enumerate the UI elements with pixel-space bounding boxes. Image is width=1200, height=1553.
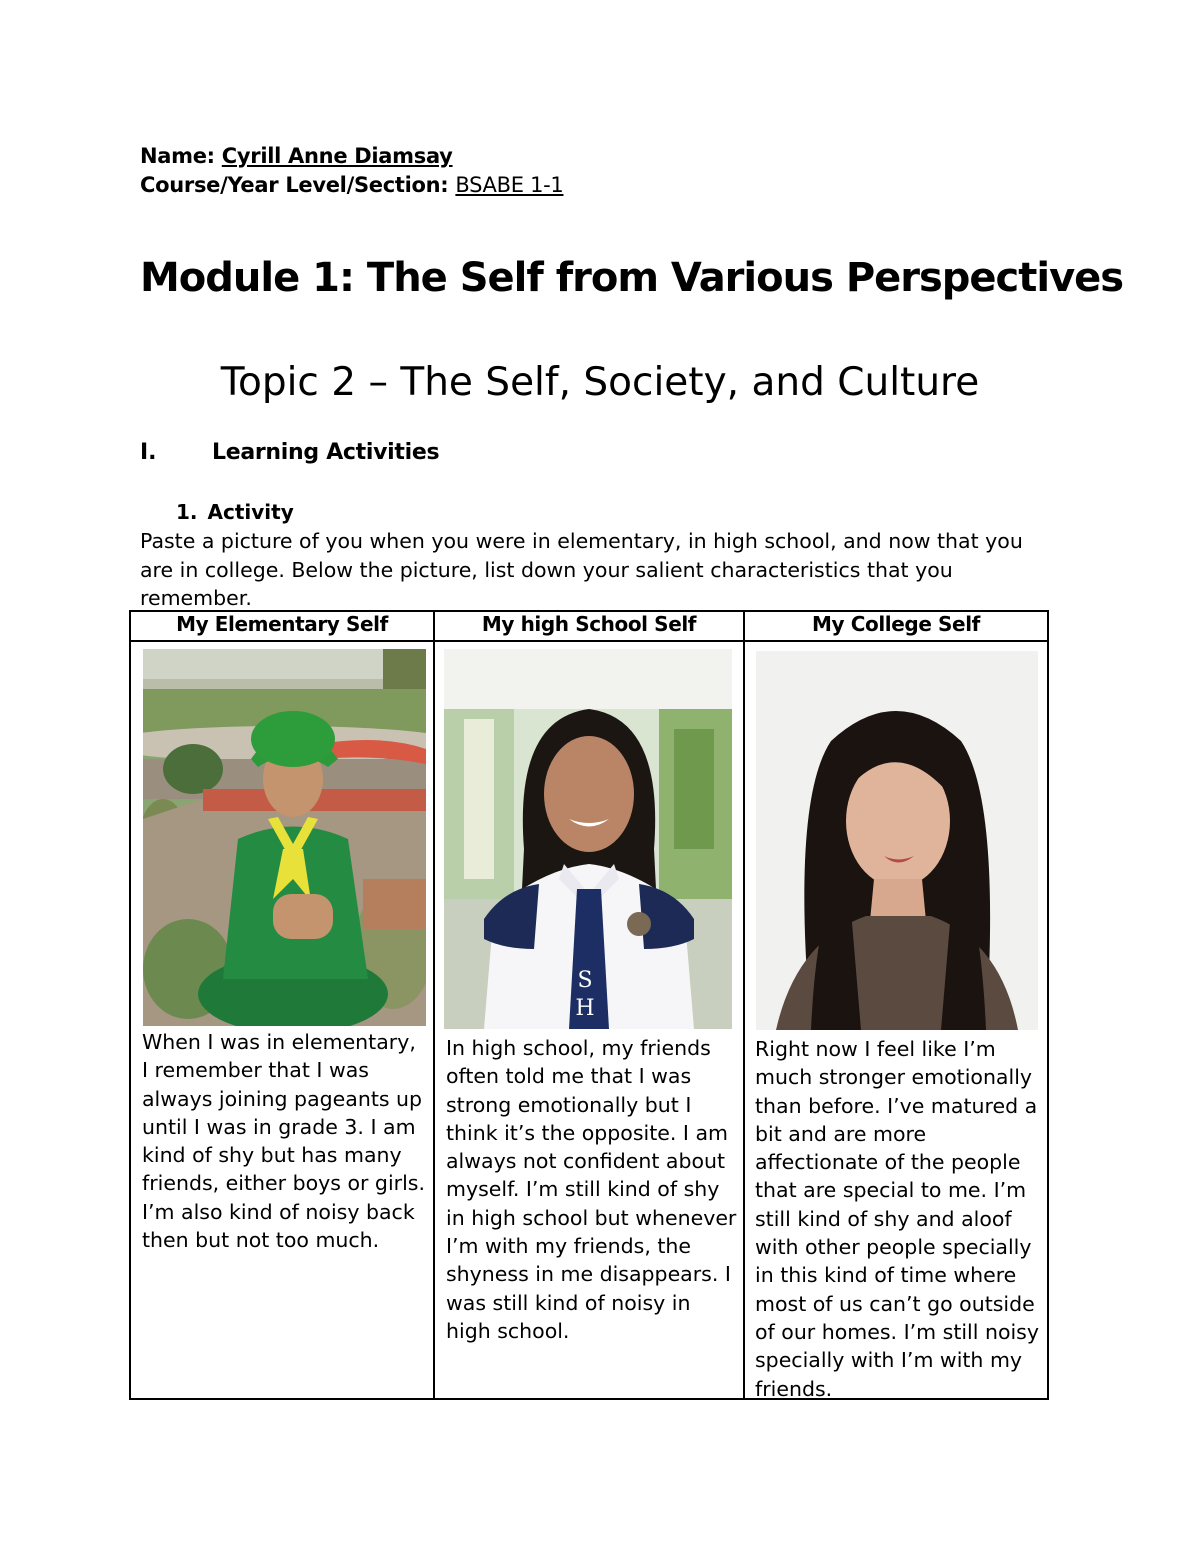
tie-letters: S H bbox=[575, 968, 595, 1021]
college-photo bbox=[756, 651, 1038, 1030]
section-label: Learning Activities bbox=[212, 440, 440, 465]
topic-title: Topic 2 – The Self, Society, and Culture bbox=[220, 360, 980, 405]
table-header-row bbox=[130, 611, 1048, 641]
name-label: Name: bbox=[140, 144, 215, 168]
header-elementary: My Elementary Self bbox=[130, 611, 434, 641]
elementary-photo-illustration bbox=[143, 649, 426, 1026]
header-college: My College Self bbox=[744, 611, 1048, 641]
elementary-photo bbox=[143, 649, 426, 1026]
course-value: BSABE 1-1 bbox=[455, 173, 564, 197]
name-line bbox=[140, 144, 453, 168]
activity-number: 1. bbox=[176, 500, 198, 524]
activity-label: Activity bbox=[207, 500, 294, 524]
high-school-photo bbox=[444, 649, 732, 1029]
activity-table bbox=[129, 610, 1049, 1400]
caption-high-school: In high school, my friends often told me that I was strong emotionally but I think it’s the opposite. I am always not confident about myself. I’m still kind of shy in high school but whenever I’m with my friends, the shyness in me disappears. I was still kind of noisy in high school. bbox=[446, 1036, 737, 1343]
college-photo-illustration bbox=[756, 651, 1038, 1030]
name-value: Cyrill Anne Diamsay bbox=[221, 144, 453, 168]
caption-elementary: When I was in elementary, I remember that I was always joining pageants up until I was in grade 3. I am kind of shy but has many friends, either boys or girls. I’m also kind of noisy back then but not too much. bbox=[142, 1030, 425, 1253]
module-title: Module 1: The Self from Various Perspectives bbox=[140, 255, 1124, 301]
cell-high-school bbox=[434, 641, 744, 1399]
table-row bbox=[130, 641, 1048, 1399]
activity-instructions: Paste a picture of you when you were in elementary, in high school, and now that you are in college. Below the picture, list down your salient characteristics that you remember. bbox=[140, 529, 1023, 610]
cell-college bbox=[744, 641, 1048, 1399]
header-high-school: My high School Self bbox=[434, 611, 744, 641]
activity-heading bbox=[176, 500, 304, 524]
cell-elementary bbox=[130, 641, 434, 1399]
section-number: I. bbox=[140, 440, 157, 465]
course-line bbox=[140, 173, 563, 197]
caption-college: Right now I feel like I’m much stronger emotionally than before. I’ve matured a bit and are more affectionate of the people that are special to me. I’m still kind of shy and aloof with other people specially in this kind of time where most of us can’t go outside of our homes. I’m still noisy specially with I’m with my friends. bbox=[755, 1037, 1039, 1401]
course-label: Course/Year Level/Section: bbox=[140, 173, 449, 197]
